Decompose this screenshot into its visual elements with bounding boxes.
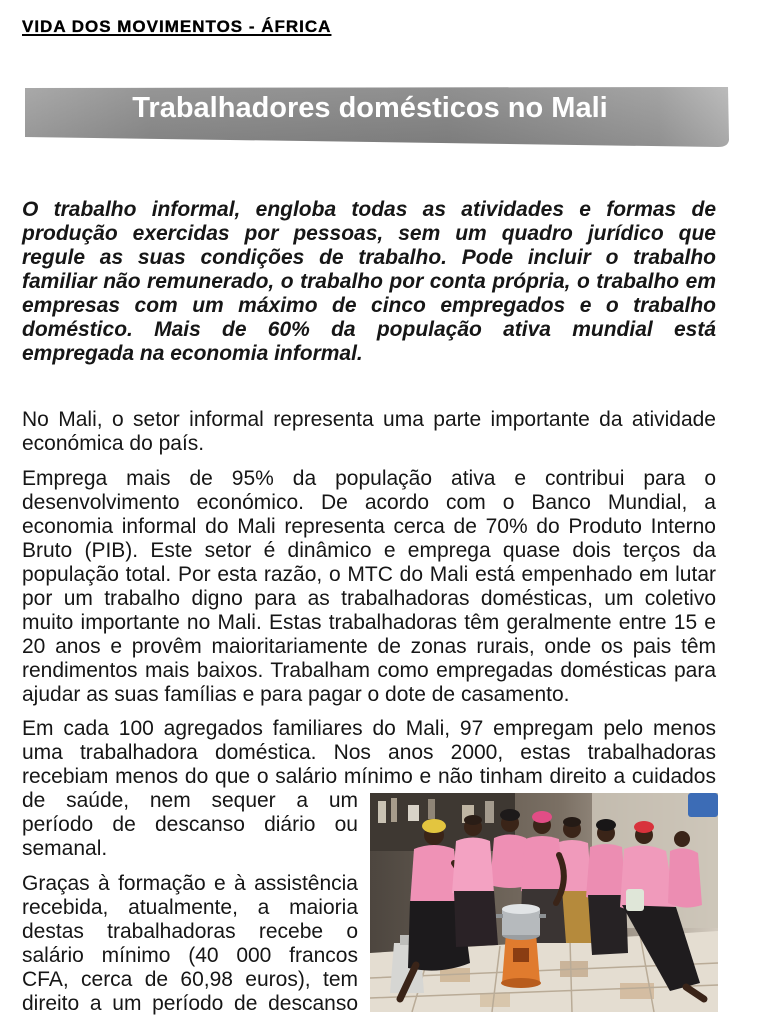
intro-line: familiar não remunerado, o trabalho por conta própria, o trabalho em bbox=[22, 270, 716, 293]
intro-line: regule as suas condições de trabalho. Pode incluir o trabalho bbox=[22, 246, 716, 269]
paragraph-line: destas trabalhadoras recebe o bbox=[22, 920, 358, 943]
paragraph-line: população total. Por esta razão, o MTC do Mali está empenhado em lutar bbox=[22, 563, 716, 586]
intro-line: empregada na economia informal. bbox=[22, 342, 363, 365]
paragraph-line: CFA, cerca de 60,98 euros), tem bbox=[22, 968, 358, 991]
paragraph-line: rendimentos mais baixos. Trabalham como empregadas domésticas para bbox=[22, 659, 716, 682]
paragraph-line: económica do país. bbox=[22, 432, 205, 455]
intro-paragraph bbox=[22, 198, 716, 366]
paragraph-line: salário mínimo (40 000 francos bbox=[22, 944, 358, 967]
paragraph-line: recebida, atualmente, a maioria bbox=[22, 896, 358, 919]
paragraph-line: período de descanso diário ou bbox=[22, 813, 358, 836]
paragraph-informal-sector bbox=[22, 408, 716, 456]
section-header: VIDA DOS MOVIMENTOS - ÁFRICA bbox=[22, 17, 332, 36]
plastic-bag bbox=[626, 889, 644, 911]
paragraph-line: semanal. bbox=[22, 837, 108, 860]
cooking-pot bbox=[496, 904, 546, 940]
paragraph-line: economia informal do Mali representa cerca de 70% do Produto Interno bbox=[22, 515, 716, 538]
intro-line: produção exercidas por pessoas, sem um quadro jurídico que bbox=[22, 222, 716, 245]
paragraph-line: por um trabalho digno para as trabalhadoras domésticas, um coletivo bbox=[22, 587, 716, 610]
paragraph-line: 20 anos e provêm maioritariamente de zonas rurais, onde os pais têm bbox=[22, 635, 716, 658]
intro-line: empresas com um máximo de cinco empregados e o trabalho bbox=[22, 294, 716, 317]
paragraph-line: No Mali, o setor informal representa uma parte importante da atividade bbox=[22, 408, 716, 431]
intro-line: doméstico. Mais de 60% da população ativa mundial está bbox=[22, 318, 716, 341]
intro-line: O trabalho informal, engloba todas as atividades e formas de bbox=[22, 198, 716, 221]
paragraph-line: muito importante no Mali. Estas trabalhadoras têm geralmente entre 15 e bbox=[22, 611, 716, 634]
paragraph-line: Em cada 100 agregados familiares do Mali, 97 empregam pelo menos bbox=[22, 717, 716, 740]
paragraph-line: desenvolvimento económico. De acordo com o Banco Mundial, a bbox=[22, 491, 716, 514]
stove bbox=[501, 933, 541, 988]
article-title: Trabalhadores domésticos no Mali bbox=[132, 92, 608, 124]
paragraph-line: ajudar as suas famílias e para pagar o dote de casamento. bbox=[22, 683, 570, 706]
photo-domestic-workers bbox=[370, 793, 718, 1012]
paragraph-line: Emprega mais de 95% da população ativa e contribui para o bbox=[22, 467, 716, 490]
blue-bag bbox=[688, 793, 718, 817]
paragraph-line: Bruto (PIB). Este setor é dinâmico e emprega quase dois terços da bbox=[22, 539, 716, 562]
paragraph-line: direito a um período de descanso bbox=[22, 992, 358, 1015]
paragraph-line: recebiam menos do que o salário mínimo e não tinham direito a cuidados bbox=[22, 765, 716, 788]
paragraph-economy bbox=[22, 467, 716, 707]
paragraph-line: Graças à formação e à assistência bbox=[22, 872, 358, 895]
paragraph-line: uma trabalhadora doméstica. Nos anos 2000, estas trabalhadoras bbox=[22, 741, 716, 764]
paragraph-line: de saúde, nem sequer a um bbox=[22, 789, 358, 812]
